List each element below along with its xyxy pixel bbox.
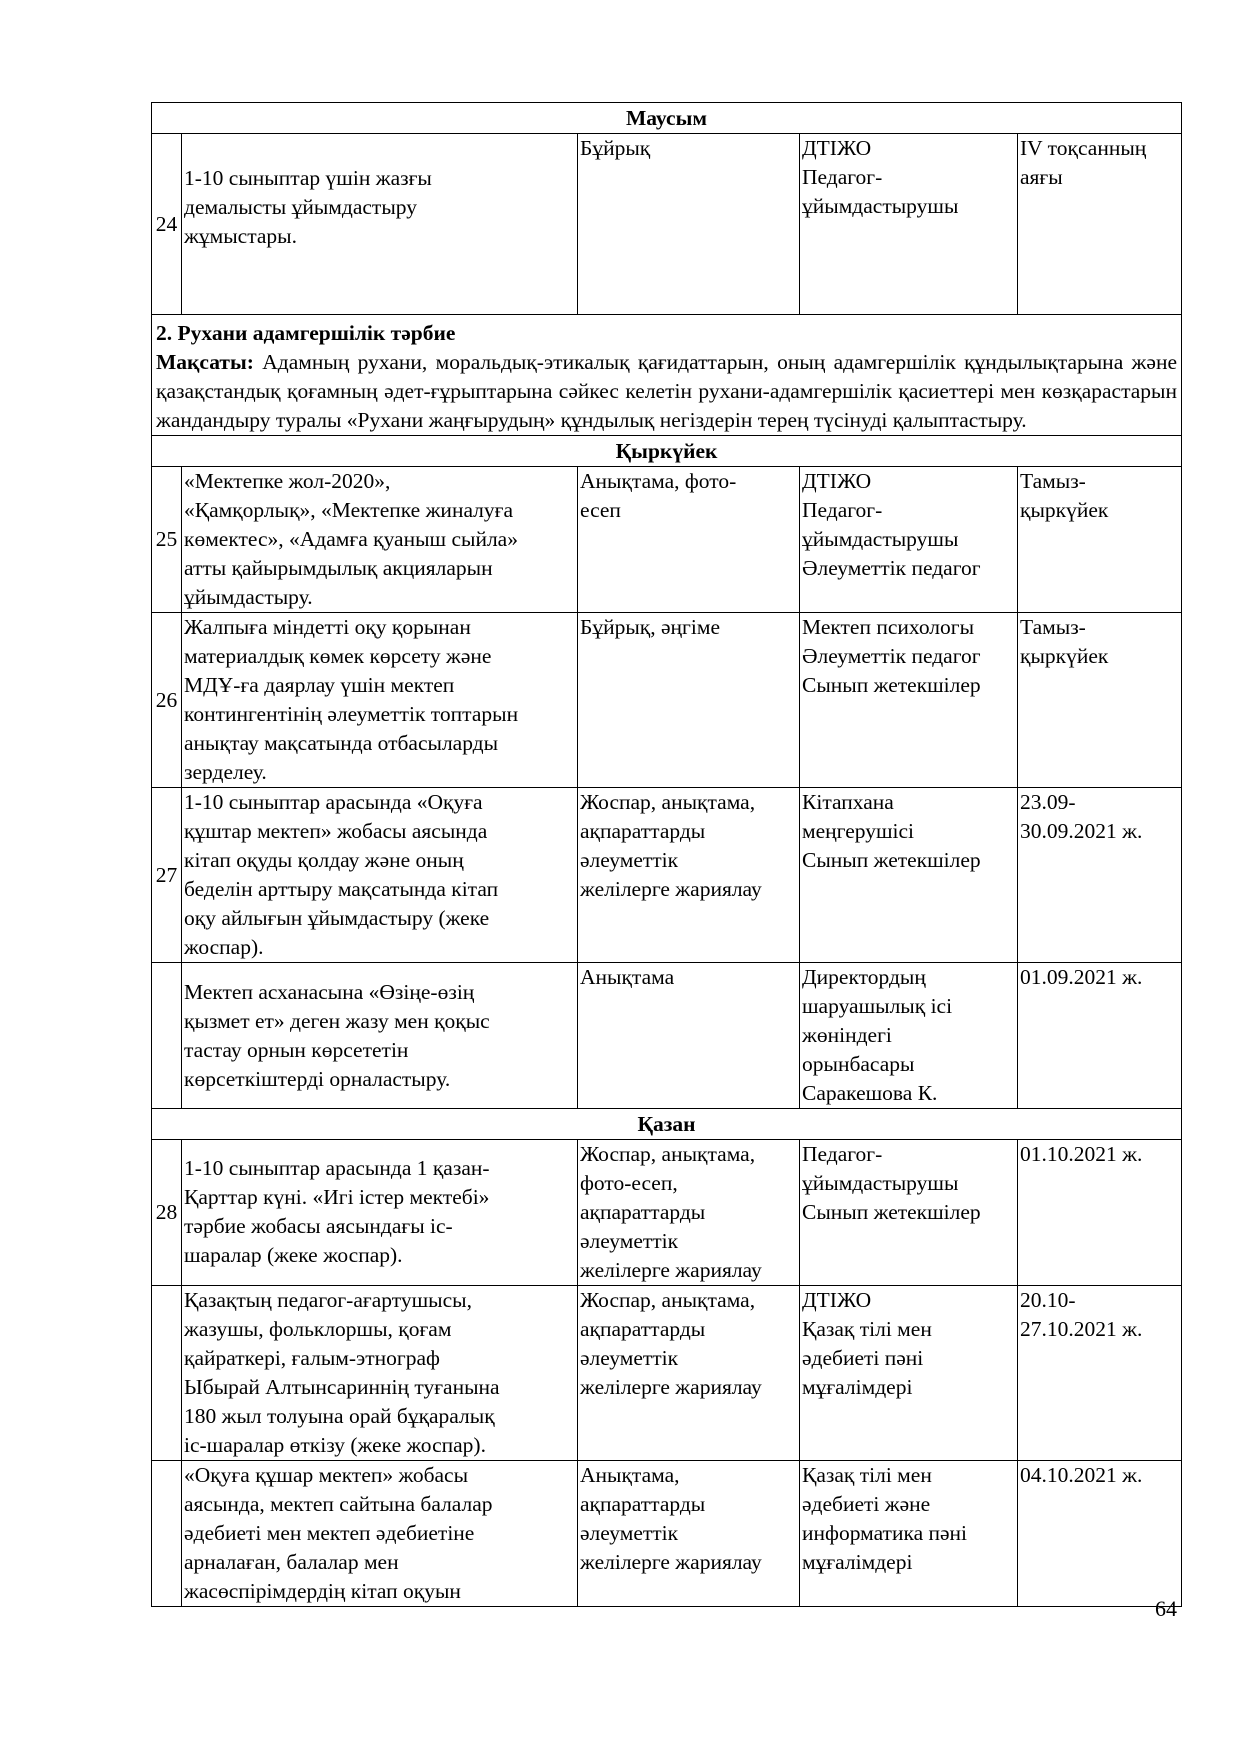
responsible-persons-line: Педагог- [802,498,883,522]
activity-description-line: зерделеу. [184,760,267,784]
activity-description-line: әдебиеті мен мектеп әдебиетіне [184,1521,475,1545]
row-number [152,1461,182,1607]
table-row [152,613,1182,788]
responsible-persons-line: әдебиеті пәні [802,1346,924,1370]
activity-description-line: Ыбырай Алтынсариннің туғанына [184,1375,500,1399]
responsible-persons-line: ДТІЖО [802,1288,872,1312]
document-page [151,102,1181,1607]
completion-form-line: Жоспар, анықтама, [580,790,756,814]
responsible-persons-line: Қазақ тілі мен [802,1463,932,1487]
completion-form-line: ақпараттарды [580,1200,706,1224]
due-date-line: 01.10.2021 ж. [1020,1142,1143,1166]
due-date [1018,1286,1182,1461]
activity-description-line: ұйымдастыру. [184,585,313,609]
completion-form [578,134,800,315]
goal-text: Адамның рухани, моральдық-этикалық қағидаттарын, оның адамгершілік құндылықтарына және қазақстандық қоғамның әдет-ғұрыптарына сәйкес келетін рухани-адамгершілік қасиеттері мен көзқарастарын жандандыру туралы «Рухани жаңғырудың» құндылық негіздерін терең түсінуді қалыптастыру. [156,350,1178,432]
responsible-persons-line: ұйымдастырушы [802,194,959,218]
responsible-persons-line: Директордың [802,965,926,989]
activity-description-line: тәрбие жобасы аясындағы іс- [184,1214,453,1238]
month-header: Қазан [152,1109,1182,1140]
completion-form-line: ақпараттарды [580,1492,706,1516]
completion-form-line: ақпараттарды [580,1317,706,1341]
row-number: 27 [152,788,182,963]
responsible-persons-line: Сынып жетекшілер [802,673,981,697]
responsible-persons-line: ұйымдастырушы [802,527,959,551]
responsible-persons-line: ұйымдастырушы [802,1171,959,1195]
section-goal [156,348,1177,435]
due-date-line: 20.10- [1020,1288,1076,1312]
activity-description [182,1140,578,1286]
activity-description-line: атты қайырымдылық акцияларын [184,556,493,580]
responsible-persons-line: Педагог- [802,1142,883,1166]
responsible-persons-line: мұғалімдері [802,1550,913,1574]
activity-description-line: контингентінің әлеуметтік топтарын [184,702,519,726]
completion-form-line: ақпараттарды [580,819,706,843]
responsible-persons-line: ДТІЖО [802,469,872,493]
responsible-persons-line: мұғалімдері [802,1375,913,1399]
responsible-persons-line: Әлеуметтік педагог [802,556,981,580]
completion-form-line: Бұйрық, әңгіме [580,615,720,639]
row-number: 26 [152,613,182,788]
activity-description [182,1286,578,1461]
responsible-persons [800,1140,1018,1286]
responsible-persons [800,1286,1018,1461]
due-date-line: Тамыз- [1020,615,1086,639]
completion-form-line: Жоспар, анықтама, [580,1142,756,1166]
due-date [1018,467,1182,613]
completion-form-line: желілерге жариялау [580,1258,762,1282]
activity-description-line: іс-шаралар өткізу (жеке жоспар). [184,1433,486,1457]
activity-description [182,467,578,613]
responsible-persons-line: әдебиеті және [802,1492,931,1516]
due-date-line: 04.10.2021 ж. [1020,1463,1143,1487]
row-number: 25 [152,467,182,613]
responsible-persons [800,467,1018,613]
activity-description-line: Жалпыға міндетті оқу қорынан [184,615,471,639]
activity-description-line: тастау орнын көрсететін [184,1038,409,1062]
month-header: Қыркүйек [152,436,1182,467]
responsible-persons-line: меңгерушісі [802,819,914,843]
completion-form [578,963,800,1109]
month-row-october [152,1109,1182,1140]
row-number [152,1286,182,1461]
activity-description [182,788,578,963]
completion-form-line: Анықтама, [580,1463,680,1487]
completion-form-line: әлеуметтік [580,1346,679,1370]
completion-form-line: Бұйрық [580,136,651,160]
responsible-persons-line: информатика пәні [802,1521,968,1545]
activity-description-line: «Қамқорлық», «Мектепке жиналуға [184,498,514,522]
activity-description-line: аясында, мектеп сайтына балалар [184,1492,493,1516]
row-number: 28 [152,1140,182,1286]
completion-form [578,613,800,788]
completion-form [578,788,800,963]
activity-description-line: құштар мектеп» жобасы аясында [184,819,488,843]
due-date-line: 27.10.2021 ж. [1020,1317,1143,1341]
responsible-persons [800,613,1018,788]
responsible-persons [800,1461,1018,1607]
completion-form [578,1286,800,1461]
activity-description-line: Мектеп асханасына «Өзіңе-өзің [184,980,475,1004]
activity-description [182,1461,578,1607]
activity-description-line: жазушы, фольклоршы, қоғам [184,1317,452,1341]
table-row [152,467,1182,613]
section-title: 2. Рухани адамгершілік тәрбие [156,321,456,345]
completion-form-line: Анықтама, фото- [580,469,737,493]
completion-form-line: Жоспар, анықтама, [580,1288,756,1312]
due-date [1018,1140,1182,1286]
responsible-persons-line: Мектеп психологы [802,615,975,639]
completion-form-line: әлеуметтік [580,848,679,872]
completion-form [578,1140,800,1286]
activity-description [182,134,578,315]
activity-description-line: Қарттар күні. «Игі істер мектебі» [184,1185,490,1209]
activity-description-line: көрсеткіштерді орналастыру. [184,1067,451,1091]
activity-description-line: қызмет ет» деген жазу мен қоқыс [184,1009,490,1033]
completion-form-line: әлеуметтік [580,1521,679,1545]
responsible-persons-line: жөніндегі [802,1023,892,1047]
due-date [1018,613,1182,788]
completion-form [578,467,800,613]
activity-description-line: 1-10 сыныптар арасында 1 қазан- [184,1156,490,1180]
responsible-persons-line: Саракешова К. [802,1081,938,1105]
responsible-persons-line: Педагог- [802,165,883,189]
activity-description-line: шаралар (жеке жоспар). [184,1243,403,1267]
completion-form [578,1461,800,1607]
completion-form-line: желілерге жариялау [580,877,762,901]
responsible-persons [800,788,1018,963]
completion-form-line: әлеуметтік [580,1229,679,1253]
table-row [152,1140,1182,1286]
activity-description-line: жұмыстары. [184,224,297,248]
responsible-persons-line: Әлеуметтік педагог [802,644,981,668]
completion-form-line: желілерге жариялау [580,1550,762,1574]
month-row-september [152,436,1182,467]
activity-description-line: жоспар). [184,935,264,959]
activity-description [182,963,578,1109]
due-date-line: қыркүйек [1020,498,1109,522]
activity-description-line: көмектес», «Адамға қуаныш сыйла» [184,527,518,551]
table-row [152,788,1182,963]
due-date-line: Тамыз- [1020,469,1086,493]
table-row [152,134,1182,315]
due-date-line: қыркүйек [1020,644,1109,668]
due-date-line: 01.09.2021 ж. [1020,965,1143,989]
responsible-persons-line: ДТІЖО [802,136,872,160]
month-row-june [152,103,1182,134]
activity-description-line: жасөспірімдердің кітап оқуын [184,1579,461,1603]
responsible-persons [800,134,1018,315]
responsible-persons-line: Сынып жетекшілер [802,848,981,872]
responsible-persons-line: Кітапхана [802,790,894,814]
due-date-line: 30.09.2021 ж. [1020,819,1143,843]
activity-description-line: «Мектепке жол-2020», [184,469,391,493]
activity-description-line: демалысты ұйымдастыру [184,195,417,219]
row-number: 24 [152,134,182,315]
due-date [1018,1461,1182,1607]
due-date [1018,134,1182,315]
page-number: 64 [1155,1596,1177,1621]
activity-description-line: кітап оқуды қолдау және оның [184,848,464,872]
due-date-line: IV тоқсанның [1020,136,1147,160]
activity-description [182,613,578,788]
completion-form-line: фото-есеп, [580,1171,678,1195]
due-date-line: аяғы [1020,165,1063,189]
activity-description-line: 1-10 сыныптар арасында «Оқуға [184,790,483,814]
activity-description-line: 1-10 сыныптар үшін жазғы [184,166,432,190]
activity-description-line: материалдық көмек көрсету және [184,644,492,668]
responsible-persons [800,963,1018,1109]
goal-label: Мақсаты: [156,350,254,374]
completion-form-line: есеп [580,498,621,522]
activity-description-line: оқу айлығын ұйымдастыру (жеке [184,906,490,930]
table-row [152,963,1182,1109]
row-number [152,963,182,1109]
activity-description-line: қайраткері, ғалым-этнограф [184,1346,440,1370]
table-row [152,1286,1182,1461]
responsible-persons-line: Сынып жетекшілер [802,1200,981,1224]
completion-form-line: желілерге жариялау [580,1375,762,1399]
responsible-persons-line: шаруашылық ісі [802,994,953,1018]
activity-description-line: анықтау мақсатында отбасыларды [184,731,499,755]
activity-description-line: «Оқуға құшар мектеп» жобасы [184,1463,469,1487]
due-date [1018,788,1182,963]
plan-table [151,102,1182,1607]
responsible-persons-line: Қазақ тілі мен [802,1317,932,1341]
due-date-line: 23.09- [1020,790,1076,814]
activity-description-line: арналаған, балалар мен [184,1550,399,1574]
activity-description-line: Қазақтың педагог-ағартушысы, [184,1288,472,1312]
activity-description-line: МДҰ-ға даярлау үшін мектеп [184,673,455,697]
due-date [1018,963,1182,1109]
activity-description-line: беделін арттыру мақсатында кітап [184,877,499,901]
activity-description-line: 180 жыл толуына орай бұқаралық [184,1404,495,1428]
responsible-persons-line: орынбасары [802,1052,915,1076]
table-row [152,1461,1182,1607]
month-header: Маусым [152,103,1182,134]
completion-form-line: Анықтама [580,965,675,989]
section-row [152,315,1182,436]
